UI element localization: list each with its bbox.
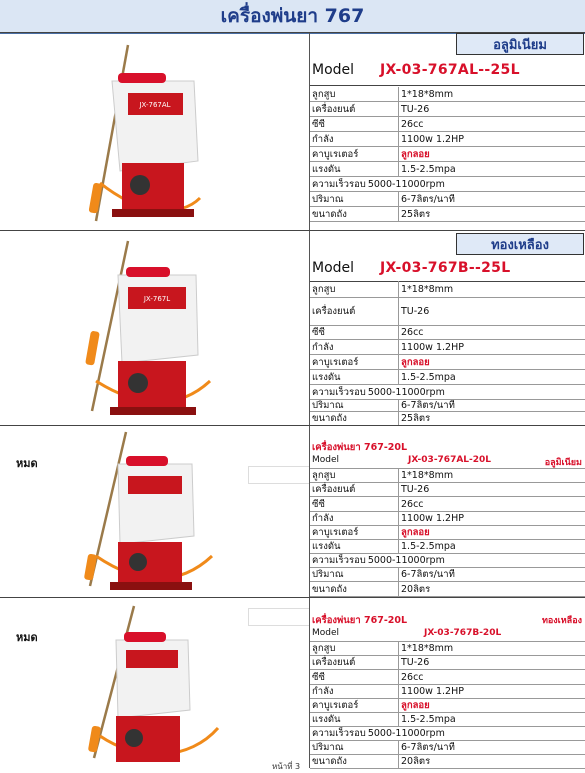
spec-row-volume: ปริมาณ 6-7ลิตร/นาที	[310, 400, 585, 412]
product-image-2	[0, 231, 308, 425]
material-tab: อลูมิเนียม	[456, 33, 584, 55]
spec-row-carb: คาบูเรเตอร์ ลูกลอย	[310, 699, 585, 713]
page-number: หน้าที่ 3	[272, 762, 301, 771]
product-image-1	[0, 33, 308, 230]
spec-row-pressure: แรงดัน 1.5-2.5mpa	[310, 713, 585, 727]
sprayer-image	[0, 231, 308, 426]
product-section-4	[0, 597, 585, 768]
spec-row-pressure: แรงดัน 1.5-2.5mpa	[310, 162, 585, 177]
spec-row-carb: คาบูเรเตอร์ ลูกลอย	[310, 526, 585, 540]
model-row: Model JX-03-767B-20L	[310, 628, 585, 642]
spec-row-engine: เครื่องยนต์ TU-26	[310, 298, 585, 326]
spec-row-engine: เครื่องยนต์ TU-26	[310, 656, 585, 670]
spec-row-power: กำลัง 1100w 1.2HP	[310, 685, 585, 699]
product-section-3	[0, 425, 585, 597]
spec-row-pressure: แรงดัน 1.5-2.5mpa	[310, 540, 585, 554]
spec-row-power: กำลัง 1100w 1.2HP	[310, 340, 585, 355]
spec-row-cc: ซีซี 26cc	[310, 326, 585, 340]
spec-row-bore: ลูกสูบ 1*18*8mm	[310, 87, 585, 102]
spec-row-power: กำลัง 1100w 1.2HP	[310, 132, 585, 147]
spec-table-4	[309, 598, 585, 768]
sprayer-image	[0, 33, 308, 231]
page-header	[0, 0, 585, 34]
model-row: Model JX-03-767AL-20L อลูมิเนียม	[310, 455, 585, 469]
product-image-4	[0, 598, 308, 768]
model-code: JX-03-767B--25L	[380, 260, 511, 276]
spec-row-cc: ซีซี 26cc	[310, 497, 585, 512]
spec-row-speed: ความเร็วรอบ 5000-11000rpm	[310, 554, 585, 568]
spec-row-pressure: แรงดัน 1.5-2.5mpa	[310, 370, 585, 385]
svg-text:JX-767AL: JX-767AL	[139, 101, 171, 109]
spec-row-bore: ลูกสูบ 1*18*8mm	[310, 642, 585, 656]
model-code: JX-03-767AL--25L	[380, 62, 520, 78]
spec-row-power: กำลัง 1100w 1.2HP	[310, 512, 585, 526]
spec-row-engine: เครื่องยนต์ TU-26	[310, 483, 585, 497]
spec-row-tank: ขนาดถัง 20ลิตร	[310, 755, 585, 769]
spec-row-speed: ความเร็วรอบ 5000-11000rpm	[310, 385, 585, 400]
spec-row-speed: ความเร็วรอบ 5000-11000rpm	[310, 727, 585, 741]
spec-row-bore: ลูกสูบ 1*18*8mm	[310, 281, 585, 298]
sprayer-image	[0, 426, 308, 598]
spec-row-volume: ปริมาณ 6-7ลิตร/นาที	[310, 741, 585, 755]
spec-row-cc: ซีซี 26cc	[310, 117, 585, 132]
model-label: Model	[312, 62, 355, 78]
product-section-2	[0, 230, 585, 425]
product-image-3	[0, 426, 308, 597]
spec-row-volume: ปริมาณ 6-7ลิตร/นาที	[310, 568, 585, 582]
model-row	[310, 255, 585, 282]
section-title: เครื่องพ่นยา 767-20L	[312, 615, 408, 626]
out-of-stock-label: หมด	[16, 631, 38, 644]
product-section-1	[0, 32, 585, 230]
svg-text:JX-767L: JX-767L	[143, 295, 171, 303]
section-title: เครื่องพ่นยา 767-20L	[312, 442, 408, 453]
model-label: Model	[312, 260, 355, 276]
spec-row-cc: ซีซี 26cc	[310, 670, 585, 685]
sprayer-image	[0, 598, 308, 769]
spec-row-bore: ลูกสูบ 1*18*8mm	[310, 469, 585, 483]
spec-table-3	[309, 426, 585, 597]
spec-row-speed: ความเร็วรอบ 5000-11000rpm	[310, 177, 585, 192]
spec-row-carb: คาบูเรเตอร์ ลูกลอย	[310, 147, 585, 162]
material-row: ทองเหลือง	[541, 616, 582, 626]
model-row	[310, 55, 585, 86]
spec-row-engine: เครื่องยนต์ TU-26	[310, 102, 585, 117]
spec-row-carb: คาบูเรเตอร์ ลูกลอย	[310, 355, 585, 370]
spec-row-tank: ขนาดถัง 25ลิตร	[310, 207, 585, 222]
spec-table-2	[309, 231, 585, 425]
spec-table-1	[309, 33, 585, 230]
material-tab: ทองเหลือง	[456, 233, 584, 255]
spec-row-tank: ขนาดถัง 20ลิตร	[310, 582, 585, 597]
spec-row-tank: ขนาดถัง 25ลิตร	[310, 412, 585, 426]
out-of-stock-label: หมด	[16, 457, 38, 470]
page-title: เครื่องพ่นยา 767	[220, 5, 365, 27]
spec-row-volume: ปริมาณ 6-7ลิตร/นาที	[310, 192, 585, 207]
